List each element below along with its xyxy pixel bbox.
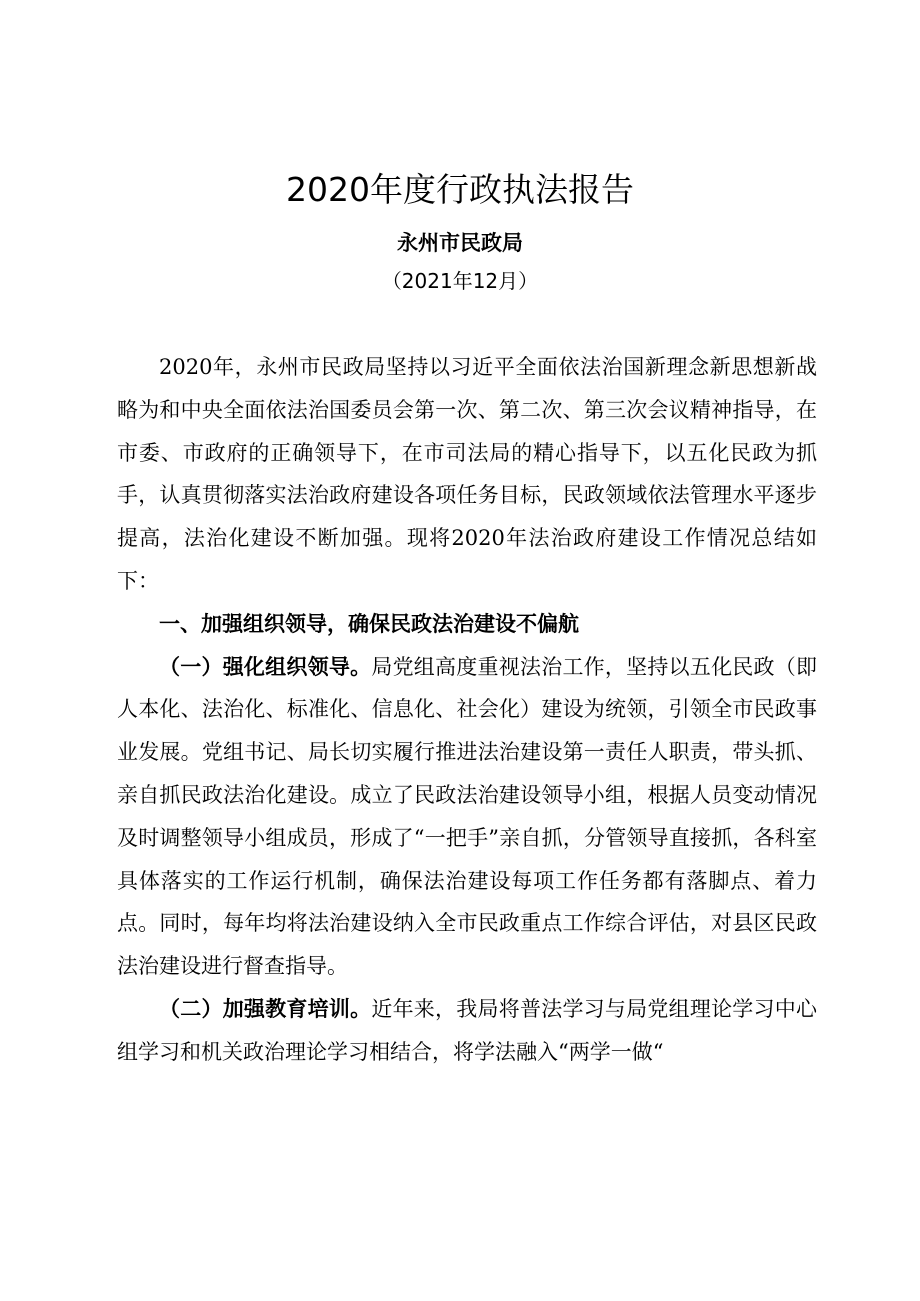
document-title: 2020年度行政执法报告	[286, 170, 634, 209]
document-issuer: 永州市民政局	[397, 231, 523, 255]
item-lead-2: （二）加强教育培训。	[159, 996, 372, 1021]
item-paragraph-2	[117, 988, 817, 1074]
item-paragraph-1	[117, 646, 817, 988]
item-text-2: 近年来，我局将普法学习与局党组理论学习中心组学习和机关政治理论学习相结合，将学法融入“两学一做“	[117, 996, 818, 1064]
section-heading-1: 一、加强组织领导，确保民政法治建设不偏航	[159, 611, 579, 636]
intro-paragraph: 2020年，永州市民政局坚持以习近平全面依法治国新理念新思想新战略为和中央全面依法治国委员会第一次、第二次、第三次会议精神指导，在市委、市政府的正确领导下，在市司法局的精心指导下，以五化民政为抓手，认真贯彻落实法治政府建设各项任务目标，民政领域依法管理水平逐步提高，法治化建设不断加强。现将2020年法治政府建设工作情况总结如下：	[117, 355, 817, 593]
document-date: （2021年12月）	[381, 269, 539, 293]
item-text-1: 局党组高度重视法治工作，坚持以五化民政（即人本化、法治化、标准化、信息化、社会化）建设为统领，引领全市民政事业发展。党组书记、局长切实履行推进法治建设第一责任人职责，带头抓、亲自抓民政法治化建设。成立了民政法治建设领导小组，根据人员变动情况及时调整领导小组成员，形成了“一把手”亲自抓，分管领导直接抓，各科室具体落实的工作运行机制，确保法治建设每项工作任务都有落脚点、着力点。同时，每年均将法治建设纳入全市民政重点工作综合评估，对县区民政法治建设进行督查指导。	[117, 654, 818, 979]
document-body	[117, 346, 817, 1074]
item-lead-1: （一）强化组织领导。	[159, 654, 372, 679]
